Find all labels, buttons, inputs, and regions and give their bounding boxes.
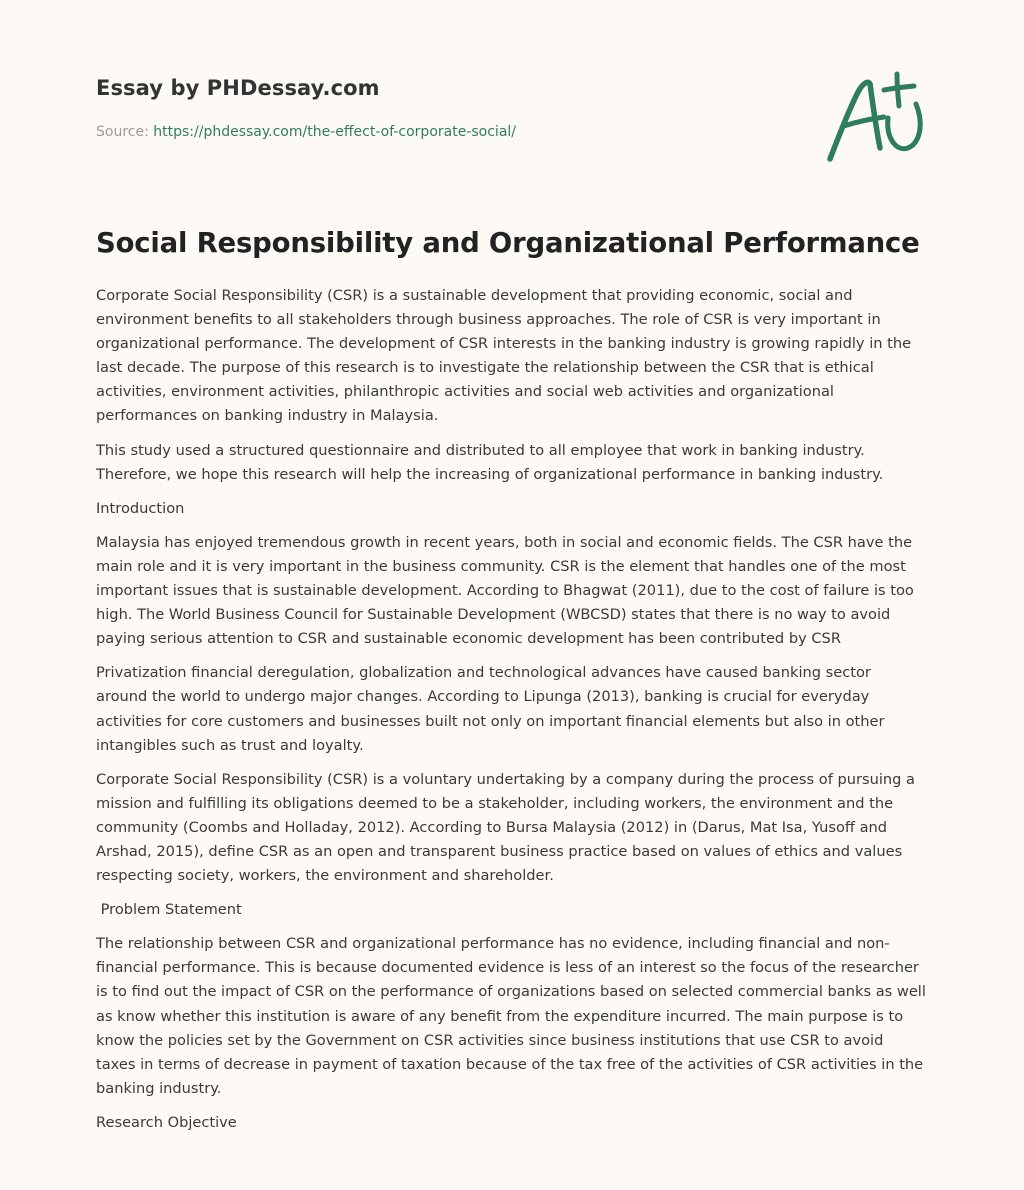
- paragraph-abstract: Corporate Social Responsibility (CSR) is a sustainable development that providing economic, social and environment benefits to all stakeholders through business approaches. The role of CSR is very important in organizational performance. The development of CSR interests in the banking industry is growing rapidly in the last decade. The purpose of this research is to investigate the relationship between the CSR that is ethical activities, environment activities, philanthropic activities and social web activities and organizational performances on banking industry in Malaysia.: [96, 287, 912, 425]
- source-label: Source:: [96, 124, 149, 140]
- section-heading-introduction: Introduction: [96, 499, 185, 517]
- paragraph-introduction-1: Malaysia has enjoyed tremendous growth in recent years, both in social and economic fields. The CSR have the main role and it is very important in the business community. CSR is the element that handles one of the most important issues that is sustainable development. According to Bhagwat (2011), due to the cost of failure is too high. The World Business Council for Sustainable Development (WBCSD) states that there is no way to avoid paying serious attention to CSR and sustainable economic development has been contributed by CSR: [96, 533, 914, 648]
- document-body: [96, 284, 926, 1145]
- site-title: Essay by PHDessay.com: [96, 76, 380, 100]
- paragraph-introduction-3: Corporate Social Responsibility (CSR) is a voluntary undertaking by a company during the process of pursuing a mission and fulfilling its obligations deemed to be a stakeholder, including workers, the environment and the community (Coombs and Holladay, 2012). According to Bursa Malaysia (2012) in (Darus, Mat Isa, Yusoff and Arshad, 2015), define CSR as an open and transparent business practice based on values of ethics and values respecting society, workers, the environment and shareholder.: [96, 770, 915, 885]
- section-heading-research-objective: Research Objective: [96, 1113, 237, 1131]
- document-title: Social Responsibility and Organizational Performance: [96, 227, 920, 259]
- a-plus-grade-icon: [818, 66, 930, 166]
- paragraph-introduction-2: Privatization financial deregulation, globalization and technological advances have caused banking sector around the world to undergo major changes. According to Lipunga (2013), banking is crucial for everyday activities for core customers and businesses built not only on important financial elements but also in other intangibles such as trust and loyalty.: [96, 664, 885, 754]
- paragraph-problem-statement: The relationship between CSR and organizational performance has no evidence, including financial and non-financial performance. This is because documented evidence is less of an interest so the focus of the researcher is to find out the impact of CSR on the performance of organizations based on selected commercial banks as well as know whether this institution is aware of any benefit from the expenditure incurred. The main purpose is to know the policies set by the Government on CSR activities since business institutions that use CSR to avoid taxes in terms of decrease in payment of taxation because of the tax free of the activities of CSR activities in the banking industry.: [96, 935, 926, 1097]
- paragraph-method: This study used a structured questionnaire and distributed to all employee that work in banking industry. Therefore, we hope this research will help the increasing of organizational performance in banking industry.: [96, 441, 884, 483]
- source-link[interactable]: https://phdessay.com/the-effect-of-corporate-social/: [153, 124, 517, 140]
- source-line: [96, 124, 516, 140]
- section-heading-problem-statement: Problem Statement: [96, 901, 242, 919]
